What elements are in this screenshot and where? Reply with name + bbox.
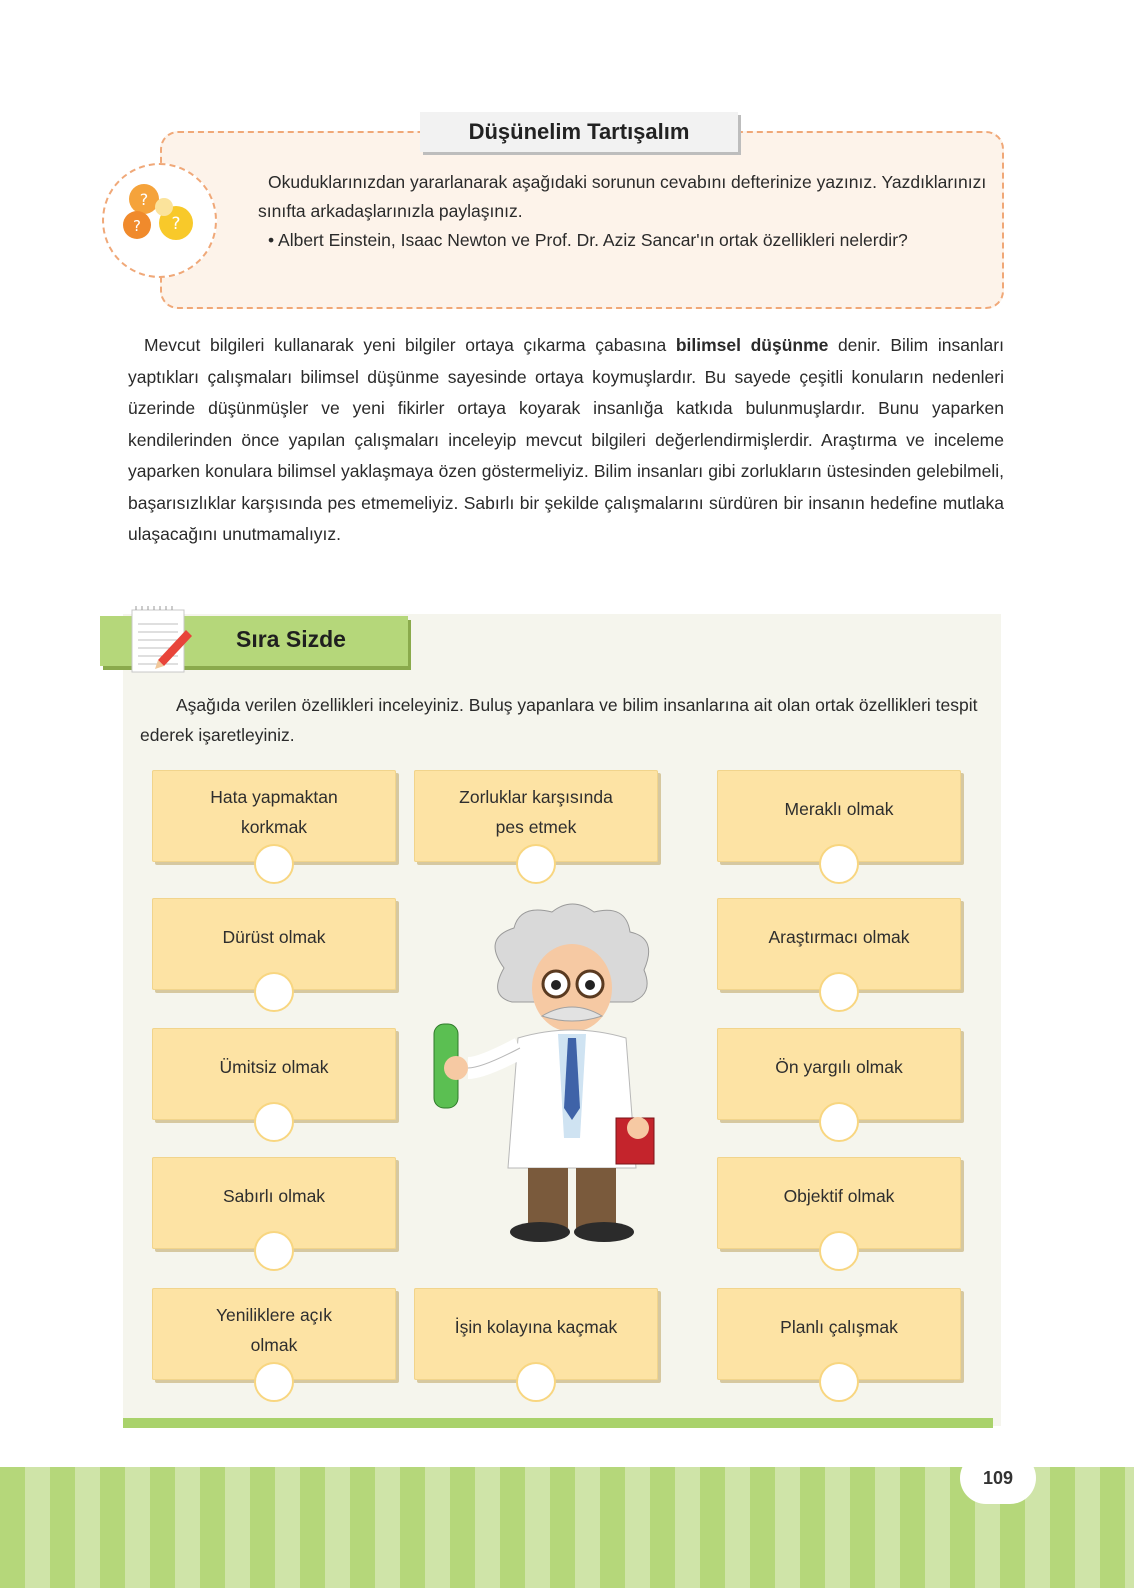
page-number: 109 xyxy=(960,1452,1036,1504)
trait-card: Planlı çalışmak xyxy=(717,1288,961,1380)
trait-checkbox[interactable] xyxy=(819,844,859,884)
trait-card: İşin kolayına kaçmak xyxy=(414,1288,658,1380)
trait-card: Meraklı olmak xyxy=(717,770,961,862)
trait-card: Zorluklar karşısında pes etmek xyxy=(414,770,658,862)
trait-card: Ümitsiz olmak xyxy=(152,1028,396,1120)
trait-checkbox[interactable] xyxy=(254,844,294,884)
discussion-question: • Albert Einstein, Isaac Newton ve Prof. Dr. Aziz Sancar'ın ortak özellikleri nelerdir? xyxy=(268,230,908,250)
trait-card: Sabırlı olmak xyxy=(152,1157,396,1249)
trait-checkbox[interactable] xyxy=(819,1102,859,1142)
scientist-illustration xyxy=(422,898,712,1268)
activity-title: Sıra Sizde xyxy=(236,626,346,652)
trait-card: Dürüst olmak xyxy=(152,898,396,990)
discussion-text xyxy=(258,168,988,255)
main-paragraph: Mevcut bilgileri kullanarak yeni bilgiler ortaya çıkarma çabasına bilimsel düşünme denir. Bilim insanları yaptıkları çalışmaları bilimsel düşünme sayesinde ortaya koymuşlardır. Bu sayede çeşitli konuların nedenleri üzerinde düşünmüşler ve yeni fikirler ortaya koyarak insanlığa katkıda bulunmuşlardır. Bunu yaparken kendilerinden önce yapılan çalışmaları inceleyip mevcut bilgileri değerlendirmişlerdir. Araştırma ve inceleme yaparken konulara bilimsel yaklaşmaya özen göstermeliyiz. Bilim insanları gibi zorlukların üstesinden gelebilmeli, başarısızlıklar karşısında pes etmemeliyiz. Sabırlı bir şekilde çalışmalarını sürdüren bir insanın hedefine mutlaka ulaşacağını unutmamalıyız. xyxy=(128,335,1004,544)
trait-checkbox[interactable] xyxy=(254,1362,294,1402)
trait-checkbox[interactable] xyxy=(254,1102,294,1142)
trait-card: Objektif olmak xyxy=(717,1157,961,1249)
trait-checkbox[interactable] xyxy=(254,1231,294,1271)
discussion-title: Düşünelim Tartışalım xyxy=(420,112,738,152)
svg-text:?: ? xyxy=(139,190,149,209)
trait-card: Araştırmacı olmak xyxy=(717,898,961,990)
svg-text:?: ? xyxy=(171,214,181,234)
trait-checkbox[interactable] xyxy=(819,1231,859,1271)
svg-text:?: ? xyxy=(133,217,141,235)
activity-bottom-bar xyxy=(123,1418,993,1428)
trait-card: Yeniliklere açık olmak xyxy=(152,1288,396,1380)
notebook-pencil-icon xyxy=(124,602,202,678)
discussion-instruction: Okuduklarınızdan yararlanarak aşağıdaki sorunun cevabını defterinize yazınız. Yazdıklarınızı sınıfta arkadaşlarınızla paylaşınız. xyxy=(258,172,987,221)
activity-instruction: Aşağıda verilen özellikleri inceleyiniz. Buluş yapanlara ve bilim insanlarına ait olan ortak özellikleri tespit ederek işaretleyiniz. xyxy=(140,695,978,745)
trait-checkbox[interactable] xyxy=(819,1362,859,1402)
trait-card: Ön yargılı olmak xyxy=(717,1028,961,1120)
trait-card: Hata yapmaktan korkmak xyxy=(152,770,396,862)
trait-checkbox[interactable] xyxy=(516,844,556,884)
trait-checkbox[interactable] xyxy=(254,972,294,1012)
key-term: bilimsel düşünme xyxy=(675,335,829,355)
question-bubbles-icon xyxy=(102,163,217,278)
trait-checkbox[interactable] xyxy=(819,972,859,1012)
trait-checkbox[interactable] xyxy=(516,1362,556,1402)
